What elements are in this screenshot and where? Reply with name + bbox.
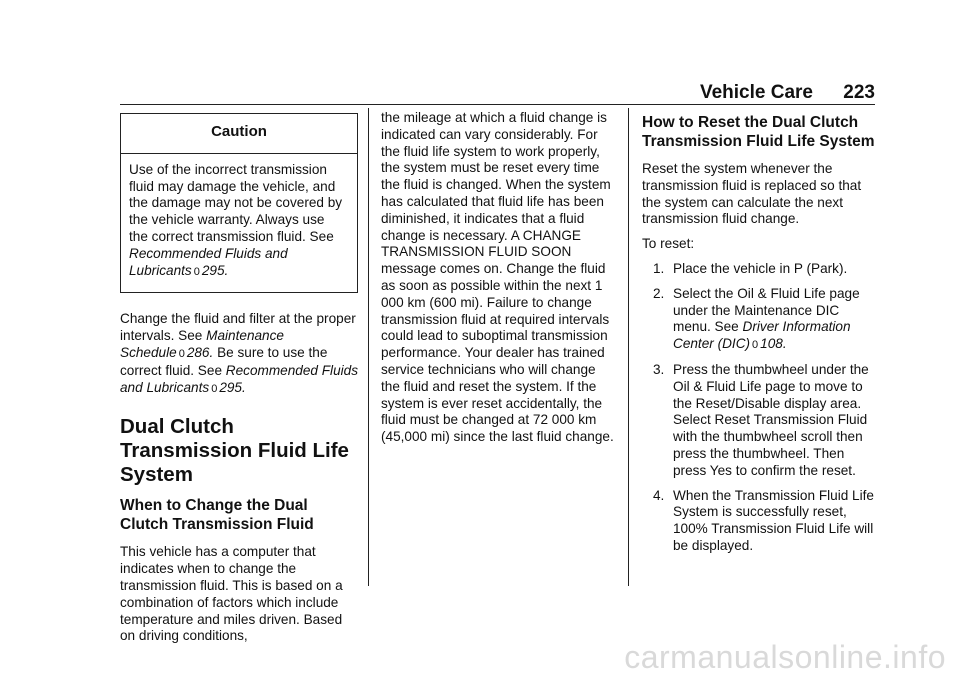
column-2 xyxy=(381,108,617,446)
page-header xyxy=(120,82,875,105)
caution-box xyxy=(120,113,358,293)
step-number: 4. xyxy=(653,487,665,503)
list-item: 1. Place the vehicle in P (Park). xyxy=(653,260,848,276)
body-paragraph: This vehicle has a computer that indicates when to change the transmission fluid. This is based on a combination of factors which include temperature and miles driven. Based on driving conditions, xyxy=(120,544,343,644)
body-paragraph: Reset the system whenever the transmission fluid is replaced so that the system can calculate the next transmission fluid change. xyxy=(642,161,862,227)
column-1 xyxy=(120,108,358,645)
recommended-fluids-link[interactable]: Recommended Fluids and Lubricants xyxy=(120,362,359,395)
column-3 xyxy=(642,108,878,563)
page-ref-icon: 0 xyxy=(752,339,759,352)
column-divider xyxy=(628,108,629,586)
section-heading: Dual Clutch Transmission Fluid Life System xyxy=(120,415,349,487)
section-title: Vehicle Care xyxy=(699,82,813,103)
page-ref-icon: 0 xyxy=(211,382,218,395)
step-number: 3. xyxy=(653,361,665,377)
step-number: 1. xyxy=(653,260,665,276)
list-item: 2. Select the Oil & Fluid Life page under the Maintenance DIC menu. See Driver Information Center (DIC) 0 108. xyxy=(653,285,860,352)
caution-link[interactable]: Recommended Fluids and Lubricants xyxy=(129,245,288,278)
body-paragraph: To reset: xyxy=(642,236,695,252)
fluid-filter-paragraph: Change the fluid and filter at the proper intervals. See Maintenance Schedule 0 286. Be sure to use the correct fluid. See Recommended Fluids and Lubricants 0 295. xyxy=(120,311,359,395)
body-paragraph: the mileage at which a fluid change is indicated can vary considerably. For the fluid life system to work properly, the system must be reset every time the fluid is changed. When the system has calculated that fluid life has been diminished, it indicates that a fluid change is necessary. A CHANGE TRANSMISSION FLUID SOON message comes on. Change the fluid as soon as possible within the next 1 000 km (600 mi). Failure to change transmission fluid at required intervals could lead to suboptimal transmission performance. Your dealer has trained service technicians who will change the fluid and reset the system. If the system is ever reset accidentally, the fluid must be changed at 72 000 km (45,000 mi) since the last fluid change. xyxy=(381,110,614,445)
subsection-heading: When to Change the Dual Clutch Transmission Fluid xyxy=(120,497,314,533)
subsection-heading: How to Reset the Dual Clutch Transmission Fluid Life System xyxy=(642,114,875,150)
caution-text: Use of the incorrect transmission fluid may damage the vehicle, and the damage may not be covered by the vehicle warranty. Always use the correct transmission fluid. See Recommended Fluids and Lubricants 0 295. xyxy=(129,161,343,278)
page-number: 223 xyxy=(843,82,875,103)
step-number: 2. xyxy=(653,285,665,301)
list-item: 4. When the Transmission Fluid Life System is successfully reset, 100% Transmission Fluid Life will be displayed. xyxy=(653,487,874,553)
dic-link[interactable]: Driver Information Center (DIC) xyxy=(673,319,851,352)
page-ref-icon: 0 xyxy=(178,347,185,360)
caution-title: Caution xyxy=(121,114,357,154)
list-item: 3. Press the thumbwheel under the Oil & Fluid Life page to move to the Reset/Disable display area. Select Reset Transmission Fluid with the thumbwheel scroll then press the thumbwheel. Then press Yes to confirm the reset. xyxy=(653,361,869,478)
reset-steps-list xyxy=(642,261,878,555)
column-divider xyxy=(368,108,369,586)
maintenance-schedule-link[interactable]: Maintenance Schedule xyxy=(120,328,284,360)
watermark: carmanualsonline.info xyxy=(624,639,946,675)
page-ref-icon: 0 xyxy=(193,265,200,278)
